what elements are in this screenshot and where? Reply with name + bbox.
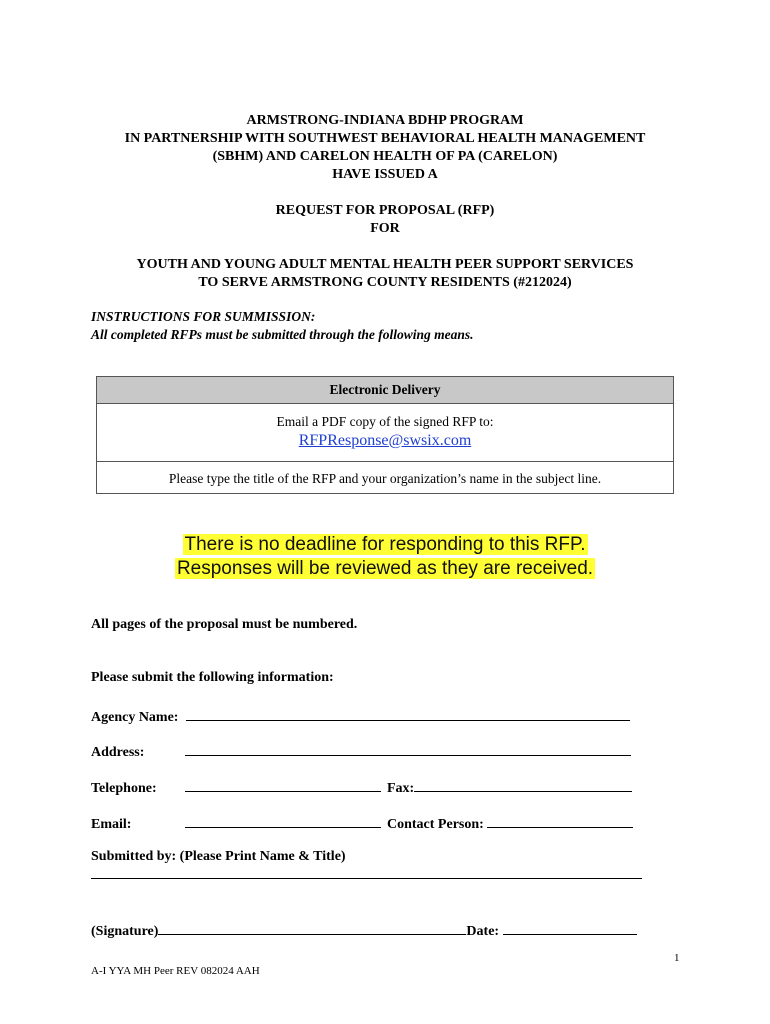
subject-line-note: Please type the title of the RFP and your organization’s name in the subject line. — [168, 471, 602, 486]
deadline-notice-2 — [0, 557, 770, 581]
signature-line[interactable] — [158, 920, 466, 935]
deadline-notice-1 — [0, 533, 770, 557]
instructions-heading: INSTRUCTIONS FOR SUMMISSION: — [91, 309, 316, 324]
header-line-2: IN PARTNERSHIP WITH SOUTHWEST BEHAVIORAL HEALTH MANAGEMENT — [124, 131, 646, 146]
address-row — [91, 741, 631, 761]
page-number: 1 — [674, 952, 680, 964]
contact-person-line[interactable] — [487, 813, 633, 828]
deadline-notice-text-2: Responses will be reviewed as they are received. — [176, 558, 594, 579]
fax-label: Fax: — [387, 781, 415, 796]
delivery-box — [96, 376, 674, 494]
telephone-label: Telephone: — [91, 781, 157, 796]
email-instruction: Email a PDF copy of the signed RFP to: — [276, 414, 494, 429]
telephone-fax-row — [91, 777, 632, 797]
rfp-title-line-2: TO SERVE ARMSTRONG COUNTY RESIDENTS (#212024) — [198, 275, 572, 290]
rfp-line-1: REQUEST FOR PROPOSAL (RFP) — [275, 203, 495, 218]
submit-info-heading: Please submit the following information: — [91, 670, 334, 685]
header-line-1: ARMSTRONG-INDIANA BDHP PROGRAM — [246, 113, 524, 128]
deadline-notice-text-1: There is no deadline for responding to this RFP. — [184, 534, 586, 555]
email-link[interactable]: RFPResponse@swsix.com — [298, 432, 472, 449]
delivery-box-heading: Electronic Delivery — [97, 377, 673, 404]
email-line[interactable] — [185, 813, 381, 828]
fax-line[interactable] — [414, 777, 632, 792]
address-line[interactable] — [185, 741, 631, 756]
instructions-text: All completed RFPs must be submitted through the following means. — [91, 327, 474, 342]
header-line-4: HAVE ISSUED A — [332, 167, 438, 182]
signature-row — [91, 920, 637, 940]
submitted-by-line[interactable] — [91, 878, 642, 879]
agency-name-line[interactable] — [186, 706, 630, 721]
email-contact-row — [91, 813, 633, 833]
telephone-line[interactable] — [185, 777, 381, 792]
date-label: Date: — [466, 924, 500, 939]
agency-name-row — [91, 706, 630, 726]
pages-numbered-note: All pages of the proposal must be numbered. — [91, 617, 358, 632]
rfp-title-line-1: YOUTH AND YOUNG ADULT MENTAL HEALTH PEER SUPPORT SERVICES — [136, 257, 634, 272]
date-line[interactable] — [503, 920, 637, 935]
agency-name-label: Agency Name: — [91, 710, 179, 725]
email-label: Email: — [91, 817, 132, 832]
address-label: Address: — [91, 745, 145, 760]
delivery-box-email-section — [97, 404, 673, 462]
submitted-by-label: Submitted by: (Please Print Name & Title) — [91, 849, 346, 864]
header-line-3: (SBHM) AND CARELON HEALTH OF PA (CARELON) — [212, 149, 558, 164]
document-footer: A-I YYA MH Peer REV 082024 AAH — [91, 965, 260, 977]
rfp-line-2: FOR — [370, 221, 400, 236]
contact-person-label: Contact Person: — [387, 817, 484, 832]
signature-label: (Signature) — [91, 924, 159, 939]
